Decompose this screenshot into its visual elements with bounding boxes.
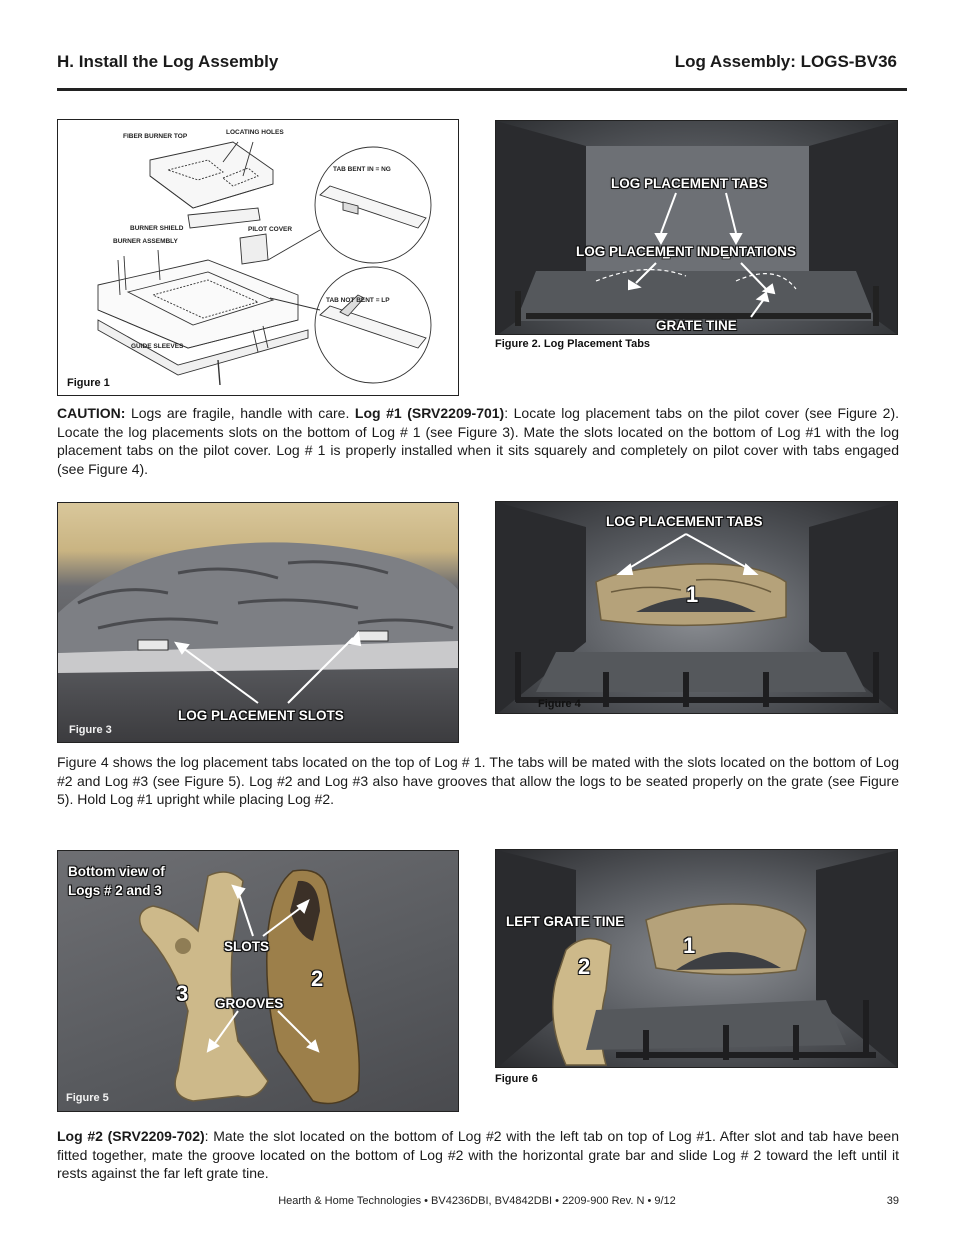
firebox-illustration bbox=[496, 121, 898, 335]
figure-3-callout-slots: LOG PLACEMENT SLOTS bbox=[178, 708, 344, 723]
figure-3-photo bbox=[57, 502, 459, 743]
paragraph-log-2 bbox=[57, 1127, 899, 1183]
caution-text: Logs are fragile, handle with care. bbox=[125, 405, 355, 421]
figure-5-log2-number: 2 bbox=[311, 966, 324, 991]
figure-6-log1-number: 1 bbox=[683, 933, 696, 958]
figure-6-caption: Figure 6 bbox=[495, 1073, 538, 1085]
figure-6-callout-left-grate-tine: LEFT GRATE TINE bbox=[506, 914, 625, 929]
figure-5-log3-number: 3 bbox=[176, 981, 189, 1006]
page-number: 39 bbox=[886, 1195, 899, 1207]
figure-2-callout-indentations: LOG PLACEMENT INDENTATIONS bbox=[576, 244, 796, 259]
figure-4-callout-tabs: LOG PLACEMENT TABS bbox=[606, 514, 763, 529]
figure-2-photo bbox=[495, 120, 898, 335]
log2-label: Log #2 (SRV2209-702) bbox=[57, 1128, 205, 1144]
log1-illustration bbox=[496, 502, 898, 714]
logs-1-2-placed-illustration bbox=[496, 850, 898, 1068]
label-locating-holes: LOCATING HOLES bbox=[226, 129, 284, 136]
figure-5-callout-slots: SLOTS bbox=[224, 939, 270, 954]
log2-instructions: : Mate the slot located on the bottom of Log #2 with the left tab on top of Log #1. After slot and tab have been fitted together, mate the groove located on the bottom of Log #2 with the horizontal grate bar and slide Log # 2 toward the left until it rests against the far left grate tine. bbox=[57, 1128, 899, 1182]
header-rule bbox=[57, 88, 907, 91]
figure-1-diagram bbox=[57, 119, 459, 396]
figure-6-photo bbox=[495, 849, 898, 1068]
figure-5-photo bbox=[57, 850, 459, 1112]
log-bottom-illustration bbox=[58, 503, 459, 743]
figure-5-title-line2: Logs # 2 and 3 bbox=[68, 883, 162, 898]
figure-4-label: Figure 4 bbox=[538, 698, 581, 710]
label-tab-not-bent: TAB NOT BENT = LP bbox=[326, 297, 390, 304]
footer: Hearth & Home Technologies • BV4236DBI, BV4842DBI • 2209-900 Rev. N • 9/12 bbox=[278, 1195, 676, 1207]
figure-5-label: Figure 5 bbox=[66, 1092, 109, 1104]
paragraph-figure-4: Figure 4 shows the log placement tabs located on the top of Log # 1. The tabs will be mated with the slots located on the bottom of Log #2 and Log #3 (see Figure 5). Log #2 and Log #3 also have grooves that allow the logs to be seated properly on the grate (see Figure 5). Hold Log #1 upright while placing Log #2. bbox=[57, 754, 899, 808]
log1-instructions: : Locate log placement tabs on the pilot cover (see Figure 2). Locate the log placements slots on the bottom of Log # 1 (see Figure 3). Mate the slots located on the bottom of Log #1 with the log placement tabs on the pilot cover. Log # 1 is properly installed when it sits squarely and completely on pilot cover with tabs engaged (see Figure 4). bbox=[57, 405, 900, 477]
label-burner-assembly: BURNER ASSEMBLY bbox=[113, 238, 178, 245]
figure-4-log-number: 1 bbox=[686, 582, 699, 607]
figure-2-caption: Figure 2. Log Placement Tabs bbox=[495, 338, 651, 350]
label-tab-bent-in: TAB BENT IN = NG bbox=[333, 166, 391, 173]
log1-label: Log #1 (SRV2209-701) bbox=[354, 405, 505, 421]
paragraph-caution bbox=[57, 404, 899, 478]
figure-1-label: Figure 1 bbox=[67, 377, 110, 389]
figure-2-callout-tabs: LOG PLACEMENT TABS bbox=[611, 176, 768, 191]
burner-assembly-diagram bbox=[58, 120, 459, 396]
label-burner-shield: BURNER SHIELD bbox=[130, 225, 184, 232]
label-pilot-cover: PILOT COVER bbox=[248, 226, 293, 233]
figure-6-log2-number: 2 bbox=[578, 954, 591, 979]
figure-2-callout-grate-tine: GRATE TINE bbox=[656, 318, 737, 333]
assembly-title: Log Assembly: LOGS-BV36 bbox=[674, 52, 897, 71]
caution-label: CAUTION: bbox=[57, 405, 126, 421]
section-title: H. Install the Log Assembly bbox=[57, 52, 279, 71]
label-fiber-burner-top: FIBER BURNER TOP bbox=[123, 133, 188, 140]
figure-4-photo bbox=[495, 501, 898, 714]
figure-3-label: Figure 3 bbox=[69, 724, 112, 736]
label-guide-sleeves: GUIDE SLEEVES bbox=[131, 343, 184, 350]
figure-5-title-line1: Bottom view of bbox=[68, 864, 165, 879]
figure-5-callout-grooves: GROOVES bbox=[215, 996, 284, 1011]
